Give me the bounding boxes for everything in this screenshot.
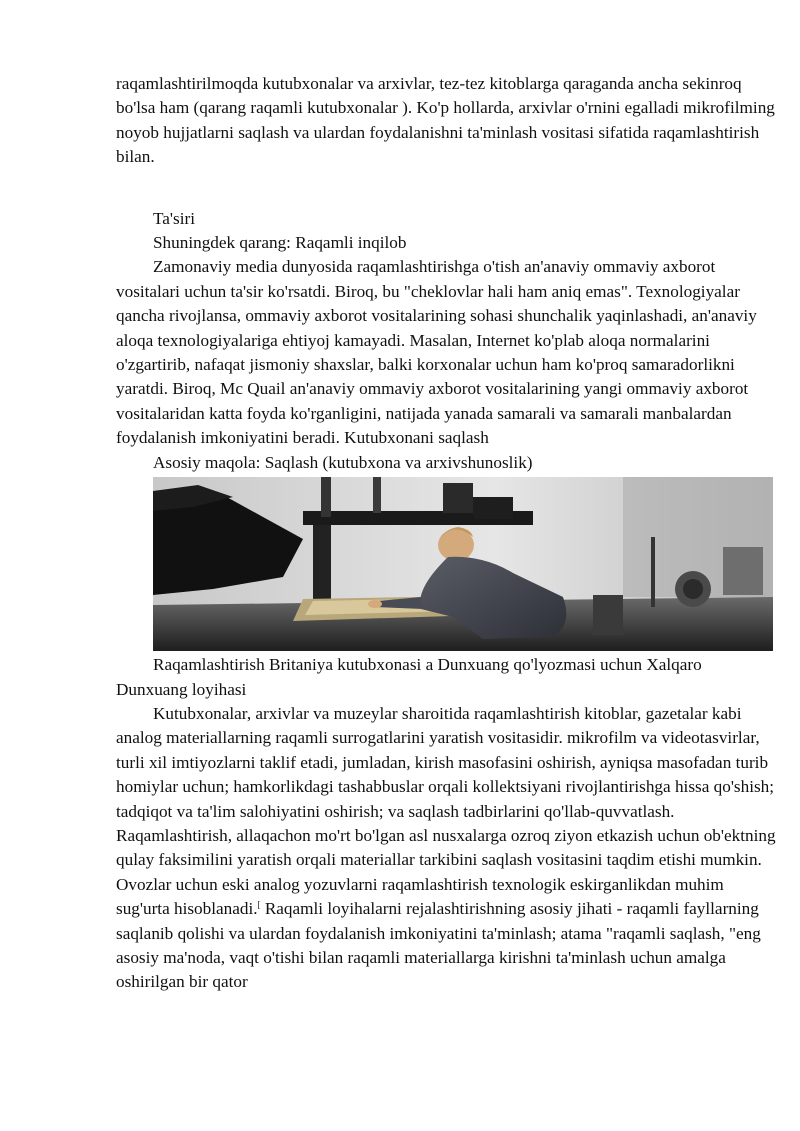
digitization-scene [153,477,773,651]
see-also-note: Shuningdek qarang: Raqamli inqilob [153,233,407,253]
digitization-photo [153,477,773,651]
document-page [116,72,776,995]
paragraph-libraries-part-1: Kutubxonalar, arxivlar va muzeylar sharoitida raqamlashtirish kitoblar, gazetalar kabi analog materiallarning raqamli surrogatlarini yaratish vositasidir. mikrofilm va videotasvirlar, turli xil imtiyozlarni taklif etadi, jumladan, kirish masofasini oshirish, ayniqsa masofadan turib homiylar uchun; hamkorlikdagi tashabbuslar orqali kollektsiyani rivojlantirishga hissa qo'shish; tadqiqot va ta'lim salohiyatini oshirish; va saqlash tadbirlarini qo'llab-quvvatlash. Raqamlashtirish, allaqachon mo'rt bo'lgan asl nusxalarga ozroq ziyon etkazish uchun ob'ektning qulay faksimilini yaratish orqali materiallar tarkibini saqlash vositasini taqdim etishi mumkin. Ovozlar uchun eski analog yozuvlarni raqamlashtirish texnologik eskirganlikdan muhim sug'urta hisoblanadi. [116,703,776,919]
section-heading: Ta'siri [153,208,195,228]
paragraph-libraries [116,702,776,995]
footnote-mark[interactable]: [ [257,899,261,910]
photo-caption: Raqamlashtirish Britaniya kutubxonasi a Dunxuang qo'lyozmasi uchun Xalqaro Dunxuang loyihasi [116,655,702,699]
paragraph-media: Zamonaviy media dunyosida raqamlashtirishga o'tish an'anaviy ommaviy axborot vositalari uchun ta'sir ko'rsatdi. Biroq, bu "cheklovlar hali ham aniq emas". Texnologiyalar qancha rivojlansa, ommaviy axborot vositalarining sohasi shunchalik yaqinlashadi, an'anaviy aloqa texnologiyalariga ehtiyoj kamayadi. Masalan, Internet ko'plab aloqa normalarini o'zgartirib, nafaqat jismoniy shaxslar, balki korxonalar uchun ham ko'proq samaradorlikni yaratdi. Biroq, Mc Quail an'anaviy ommaviy axborot vositalarining yangi ommaviy axborot vositalaridan katta foyda ko'rganligini, natijada yanada samarali va samarali manbalardan foydalanish imkoniyatini beradi. Kutubxonani saqlash [116,257,757,448]
main-article-note: Asosiy maqola: Saqlash (kutubxona va arxivshunoslik) [153,452,533,472]
paragraph-intro: raqamlashtirilmoqda kutubxonalar va arxivlar, tez-tez kitoblarga qaraganda ancha sekinroq bo'lsa ham (qarang raqamli kutubxonalar ). Ko'p hollarda, arxivlar o'rnini egalladi mikrofilming noyob hujjatlarni saqlash va ulardan foydalanishni ta'minlash vositasi sifatida raqamlashtirish bilan. [116,74,775,167]
section-gap [116,170,776,207]
paragraph-libraries-part-2: Raqamli loyihalarni rejalashtirishning asosiy jihati - raqamli fayllarning saqlanib qolishi va ulardan foydalanish imkoniyatini ta'minlash; atama "raqamli saqlash, "eng asosiy ma'noda, vaqt o'tishi bilan raqamli materiallarga kirishni ta'minlash uchun amalga oshirilgan bir qator [116,899,761,992]
